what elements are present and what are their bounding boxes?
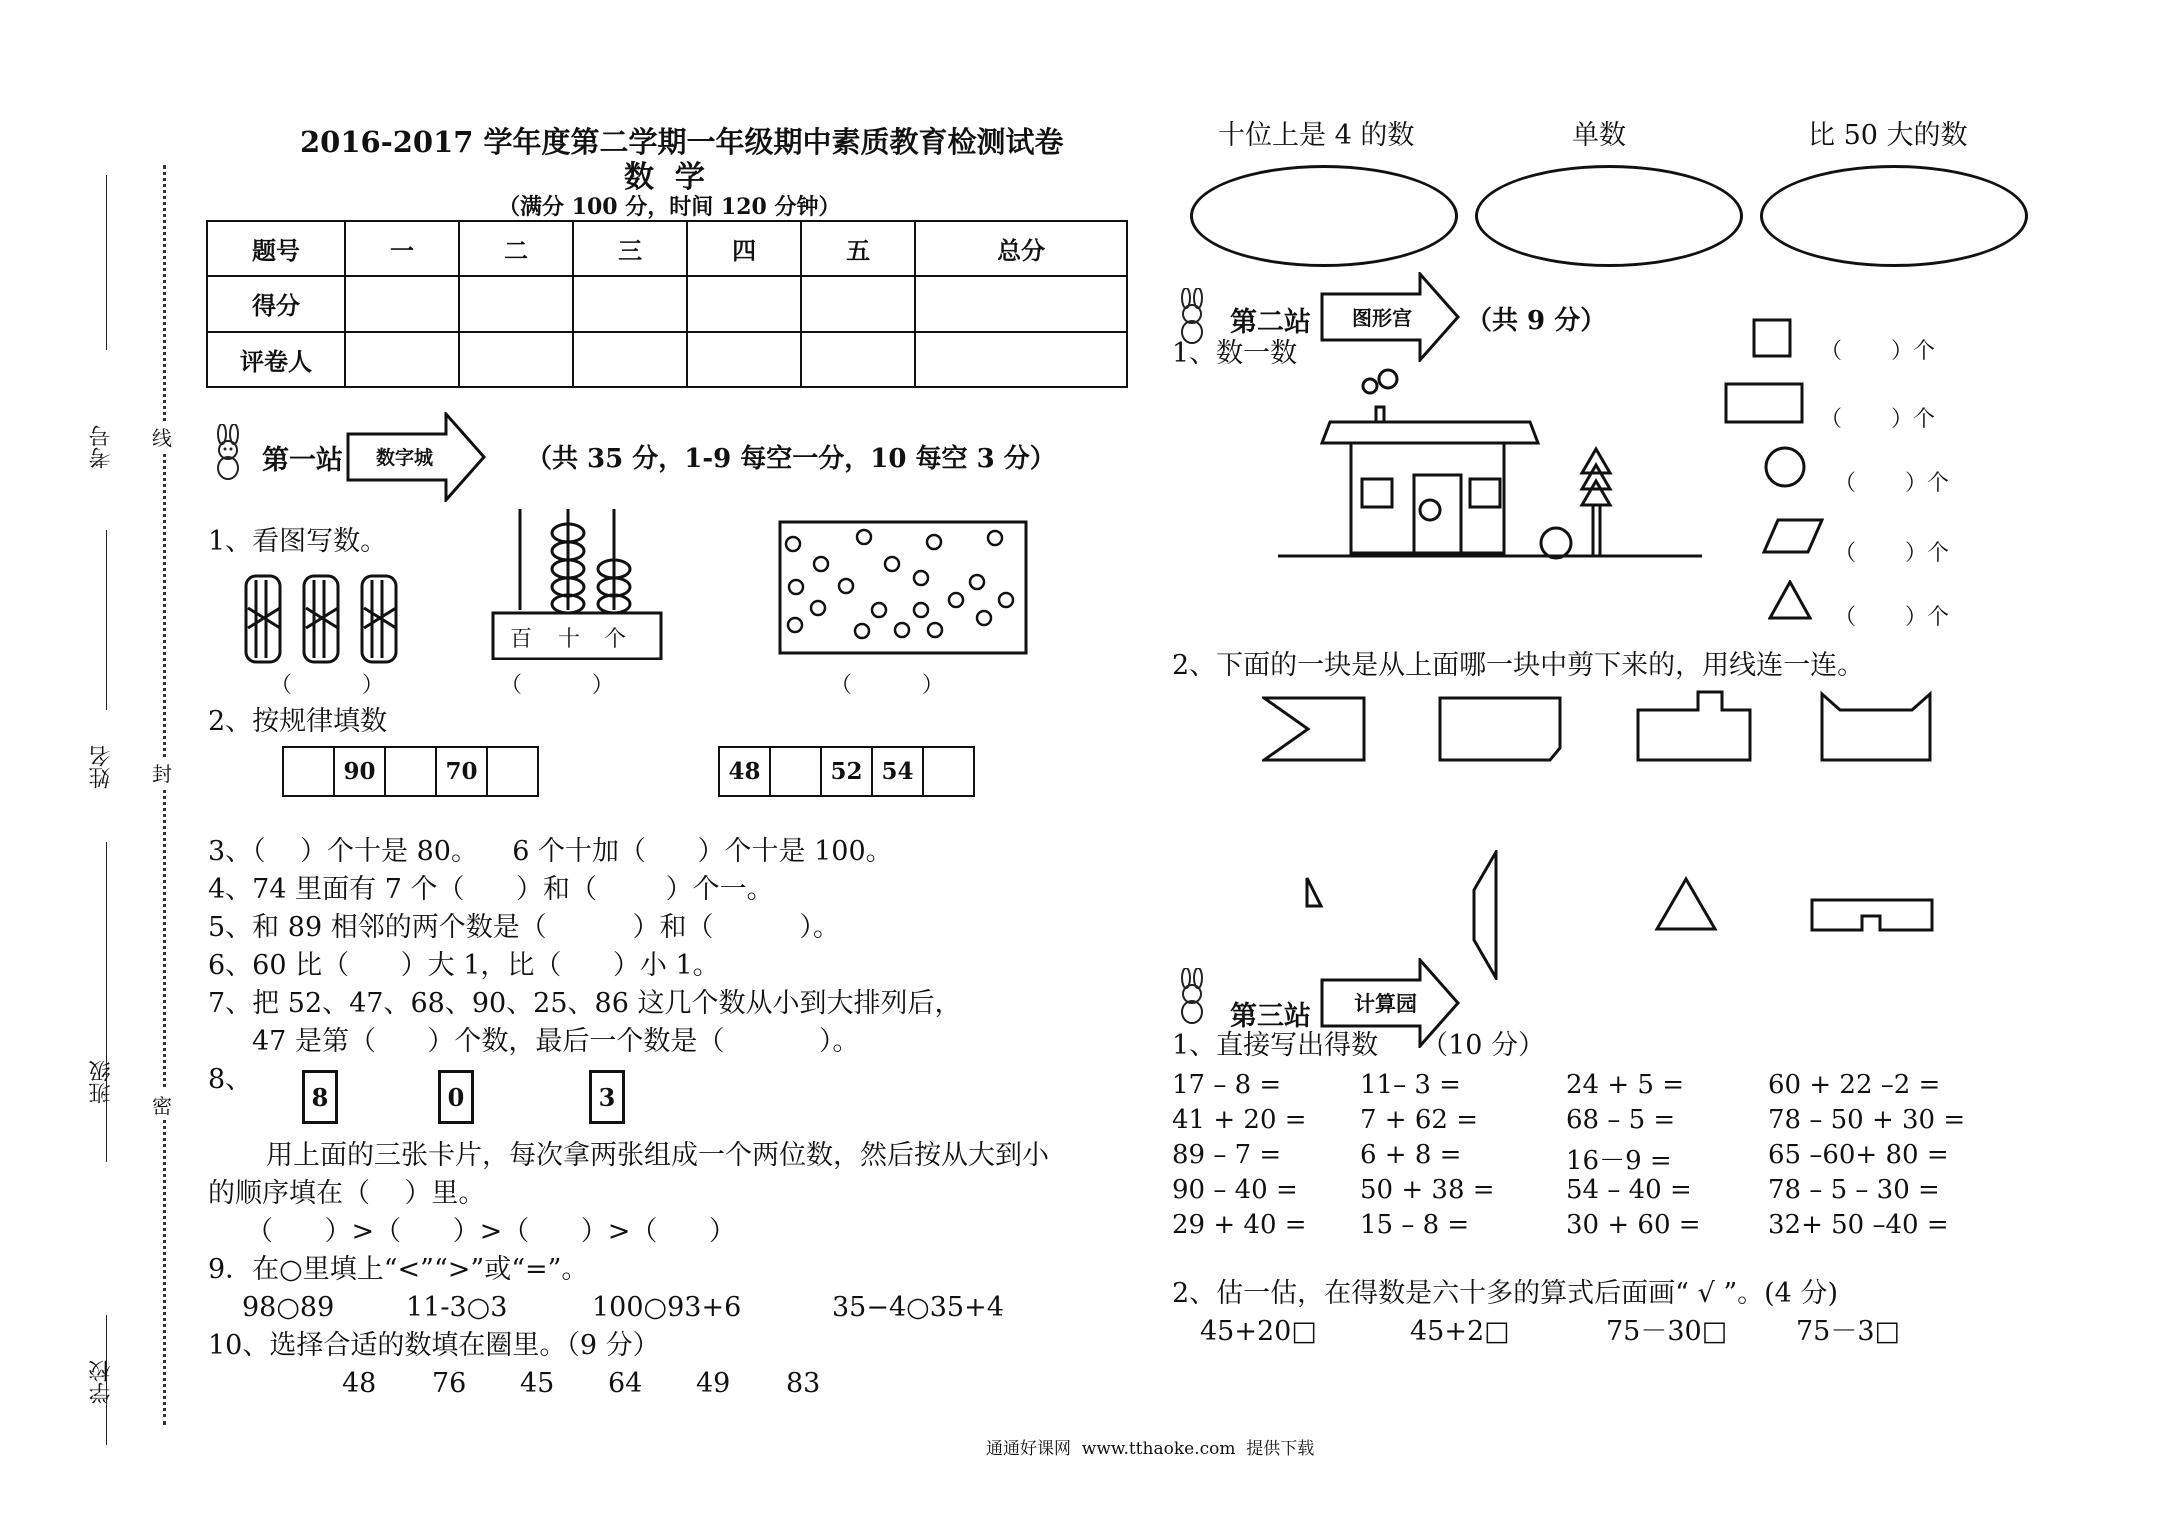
school-label: 学校 (89, 1360, 114, 1404)
q7-text-line1: 7、把 52、47、68、90、25、86 这几个数从小到大排列后， (208, 988, 962, 1019)
group-circle-tens-4[interactable] (1190, 165, 1458, 267)
piece-notched-bar[interactable] (1810, 898, 1934, 932)
q8-label: 8、 (208, 1064, 253, 1095)
score-table (206, 220, 1128, 388)
digit-card-3: 3 (589, 1070, 625, 1124)
secret-marker: 密 (152, 1090, 172, 1119)
group-circle-gt50[interactable] (1760, 165, 2028, 267)
score-row-label: 得分 (207, 276, 345, 331)
house-scene-icon (1270, 365, 1710, 570)
digit-card-8: 8 (302, 1070, 338, 1124)
station1-points: （共 35 分，1-9 每空一分，10 每空 3 分） (526, 444, 1056, 474)
class-label: 班级 (89, 1060, 114, 1104)
grader-cell[interactable] (801, 332, 915, 387)
sequence-cell[interactable] (924, 748, 973, 795)
grader-cell[interactable] (459, 332, 573, 387)
dotted-cut-line (163, 165, 166, 1425)
q3-text: 3、（ ）个十是 80。 6 个十加（ ）个十是 100。 (208, 836, 893, 867)
rabbit-mascot-icon (1172, 968, 1214, 1026)
q9-item[interactable]: 11-3○3 (406, 1292, 508, 1323)
grader-cell[interactable] (573, 332, 687, 387)
station3-q1-prompt: 1、直接写出得数 （10 分） (1172, 1030, 1546, 1061)
q5-text: 5、和 89 相邻的两个数是（ ）和（ ）。 (208, 912, 840, 943)
q1-answer-blank-1[interactable]: （ ） (270, 673, 384, 698)
calc-item[interactable]: 50 + 38 = (1360, 1175, 1495, 1205)
estimate-item[interactable]: 75－3□ (1796, 1316, 1901, 1347)
station2-q2-prompt: 2、下面的一块是从上面哪一块中剪下来的，用线连一连。 (1172, 650, 1865, 681)
q9-item[interactable]: 100○93+6 (592, 1292, 742, 1323)
group-circle-odd[interactable] (1475, 165, 1743, 267)
q9-item[interactable]: 35−4○35+4 (832, 1292, 1004, 1323)
exam-no-label: 考号 (89, 425, 114, 469)
dots-box-icon (778, 520, 1028, 655)
sequence-cell: 90 (335, 748, 386, 795)
station1-tag: 数字城 (376, 447, 434, 469)
q9-item[interactable]: 98○89 (242, 1292, 335, 1323)
piece-small-triangle[interactable] (1304, 876, 1324, 908)
circle-icon (1764, 446, 1806, 488)
sequence-cell[interactable] (771, 748, 822, 795)
score-cell[interactable] (573, 276, 687, 331)
station2-q1-prompt: 1、数一数 (1172, 338, 1298, 369)
calc-item[interactable]: 29 + 40 = (1172, 1210, 1307, 1240)
calc-item[interactable]: 41 + 20 = (1172, 1105, 1307, 1135)
binding-line-1 (106, 175, 107, 350)
station3-tag: 计算园 (1354, 992, 1417, 1016)
grader-cell[interactable] (345, 332, 459, 387)
score-cell[interactable] (345, 276, 459, 331)
q10-number: 76 (432, 1368, 467, 1399)
calc-item[interactable]: 78 – 5 – 30 = (1768, 1175, 1940, 1205)
q1-answer-blank-2[interactable]: （ ） (500, 673, 614, 698)
score-header-cell: 一 (345, 221, 459, 276)
binding-line-2 (106, 530, 107, 710)
source-shape-tab-top[interactable] (1636, 690, 1752, 762)
square-icon (1752, 318, 1792, 358)
calc-item[interactable]: 89 – 7 = (1172, 1140, 1282, 1170)
sequence-cell[interactable] (386, 748, 437, 795)
q4-text: 4、74 里面有 7 个（ ）和（ ）个一。 (208, 874, 774, 905)
grader-cell[interactable] (915, 332, 1127, 387)
calc-item[interactable]: 78 – 50 + 30 = (1768, 1105, 1966, 1135)
estimate-item[interactable]: 45+2□ (1410, 1316, 1510, 1347)
group-label-tens-4: 十位上是 4 的数 (1218, 120, 1415, 151)
triangle-icon (1768, 580, 1812, 620)
rectangle-icon (1724, 382, 1804, 424)
sequence-cell: 54 (873, 748, 924, 795)
score-cell[interactable] (687, 276, 801, 331)
score-header-cell: 五 (801, 221, 915, 276)
q7-text-line2: 47 是第（ ）个数，最后一个数是（ ）。 (252, 1026, 860, 1057)
sequence-cell[interactable] (488, 748, 537, 795)
q10-number: 64 (608, 1368, 643, 1399)
group-label-gt50: 比 50 大的数 (1808, 120, 1968, 151)
abacus-label-tens: 十 (558, 627, 581, 652)
station3-title: 第三站 (1230, 1001, 1311, 1032)
digit-card-0: 0 (438, 1070, 474, 1124)
seal-marker: 封 (152, 758, 172, 787)
circle-count-blank[interactable]: （ ）个 (1834, 471, 1949, 496)
q1-prompt: 1、看图写数。 (208, 526, 388, 557)
score-header-cell: 二 (459, 221, 573, 276)
exam-title: 2016-2017 学年度第二学期一年级期中素质教育检测试卷 (300, 125, 1064, 159)
calc-item[interactable]: 7 + 62 = (1360, 1105, 1478, 1135)
source-shape-v-top[interactable] (1820, 690, 1932, 762)
score-header-cell: 总分 (915, 221, 1127, 276)
sequence-2 (718, 746, 975, 797)
q9-prompt: 9．在○里填上“<”“>”或“=”。 (208, 1254, 589, 1285)
rabbit-mascot-icon (208, 424, 250, 482)
calc-item[interactable]: 11– 3 = (1360, 1070, 1461, 1100)
grader-row-label: 评卷人 (207, 332, 345, 387)
score-header-cell: 四 (687, 221, 801, 276)
score-cell[interactable] (915, 276, 1127, 331)
parallelogram-count-blank[interactable]: （ ）个 (1834, 541, 1949, 566)
sequence-1 (282, 746, 539, 797)
abacus-label-hundreds: 百 (510, 627, 533, 652)
calc-item[interactable]: 6 + 8 = (1360, 1140, 1462, 1170)
sequence-cell: 48 (720, 748, 771, 795)
calc-item[interactable]: 54 – 40 = (1566, 1175, 1692, 1205)
score-row (207, 276, 1127, 331)
sequence-cell: 70 (437, 748, 488, 795)
square-count-blank[interactable]: （ ）个 (1820, 339, 1935, 364)
calc-item[interactable]: 60 + 22 –2 = (1768, 1070, 1941, 1100)
q10-number: 49 (696, 1368, 731, 1399)
abacus-label-ones: 个 (604, 627, 627, 652)
station2-title: 第二站 (1230, 307, 1311, 338)
line-marker: 线 (152, 422, 172, 451)
q6-text: 6、60 比（ ）大 1，比（ ）小 1。 (208, 950, 720, 981)
score-header-cell: 三 (573, 221, 687, 276)
subject-title: 数 学 (624, 160, 705, 195)
calc-item[interactable]: 32+ 50 –40 = (1768, 1210, 1949, 1240)
score-header-cell: 题号 (207, 221, 345, 276)
exam-note: （满分 100 分，时间 120 分钟） (498, 194, 841, 220)
triangle-count-blank[interactable]: （ ）个 (1834, 605, 1949, 630)
q1-answer-blank-3[interactable]: （ ） (830, 673, 944, 698)
estimate-item[interactable]: 45+20□ (1200, 1316, 1317, 1347)
q8-order-blanks[interactable]: （ ）>（ ）>（ ）>（ ） (246, 1216, 736, 1247)
station2-tag: 图形宫 (1352, 306, 1412, 330)
source-shape-cut-corner[interactable] (1438, 696, 1562, 762)
estimate-item[interactable]: 75－30□ (1606, 1316, 1728, 1347)
rectangle-count-blank[interactable]: （ ）个 (1820, 407, 1935, 432)
binding-line-3 (106, 842, 107, 1162)
score-cell[interactable] (801, 276, 915, 331)
calc-item[interactable]: 16－9 = (1566, 1146, 1672, 1176)
sequence-cell: 52 (822, 748, 873, 795)
grader-row (207, 332, 1127, 387)
calc-item[interactable]: 24 + 5 = (1566, 1070, 1684, 1100)
calc-item[interactable]: 30 + 60 = (1566, 1210, 1701, 1240)
score-table-header-row (207, 221, 1127, 276)
station2-points: （共 9 分） (1466, 306, 1607, 336)
calc-item[interactable]: 90 – 40 = (1172, 1175, 1298, 1205)
grader-cell[interactable] (687, 332, 801, 387)
q2-prompt: 2、按规律填数 (208, 706, 388, 737)
bundles-icon (240, 568, 410, 668)
piece-tall-trapezoid[interactable] (1470, 850, 1500, 980)
calc-item[interactable]: 15 – 8 = (1360, 1210, 1470, 1240)
source-shape-notch-left[interactable] (1262, 696, 1366, 762)
parallelogram-icon (1762, 518, 1824, 554)
sequence-cell[interactable] (284, 748, 335, 795)
footer-source: 通通好课网 www.tthaoke.com 提供下载 (986, 1439, 1315, 1459)
q10-prompt: 10、选择合适的数填在圈里。（9 分） (208, 1330, 660, 1361)
calc-item[interactable]: 65 –60+ 80 = (1768, 1140, 1949, 1170)
piece-triangle[interactable] (1654, 876, 1718, 932)
score-cell[interactable] (459, 276, 573, 331)
q10-number: 45 (520, 1368, 555, 1399)
q10-number: 48 (342, 1368, 377, 1399)
q8-text-line1: 用上面的三张卡片，每次拿两张组成一个两位数，然后按从大到小 (266, 1140, 1049, 1171)
q10-number: 83 (786, 1368, 821, 1399)
station3-q2-prompt: 2、估一估，在得数是六十多的算式后面画“ √ ”。(4 分) (1172, 1278, 1838, 1309)
name-label: 姓名 (89, 745, 114, 789)
q8-text-line2: 的顺序填在（ ）里。 (208, 1178, 486, 1209)
calc-item[interactable]: 68 – 5 = (1566, 1105, 1676, 1135)
station1-title: 第一站 (262, 445, 343, 476)
group-label-odd: 单数 (1572, 120, 1626, 151)
calc-item[interactable]: 17 – 8 = (1172, 1070, 1282, 1100)
